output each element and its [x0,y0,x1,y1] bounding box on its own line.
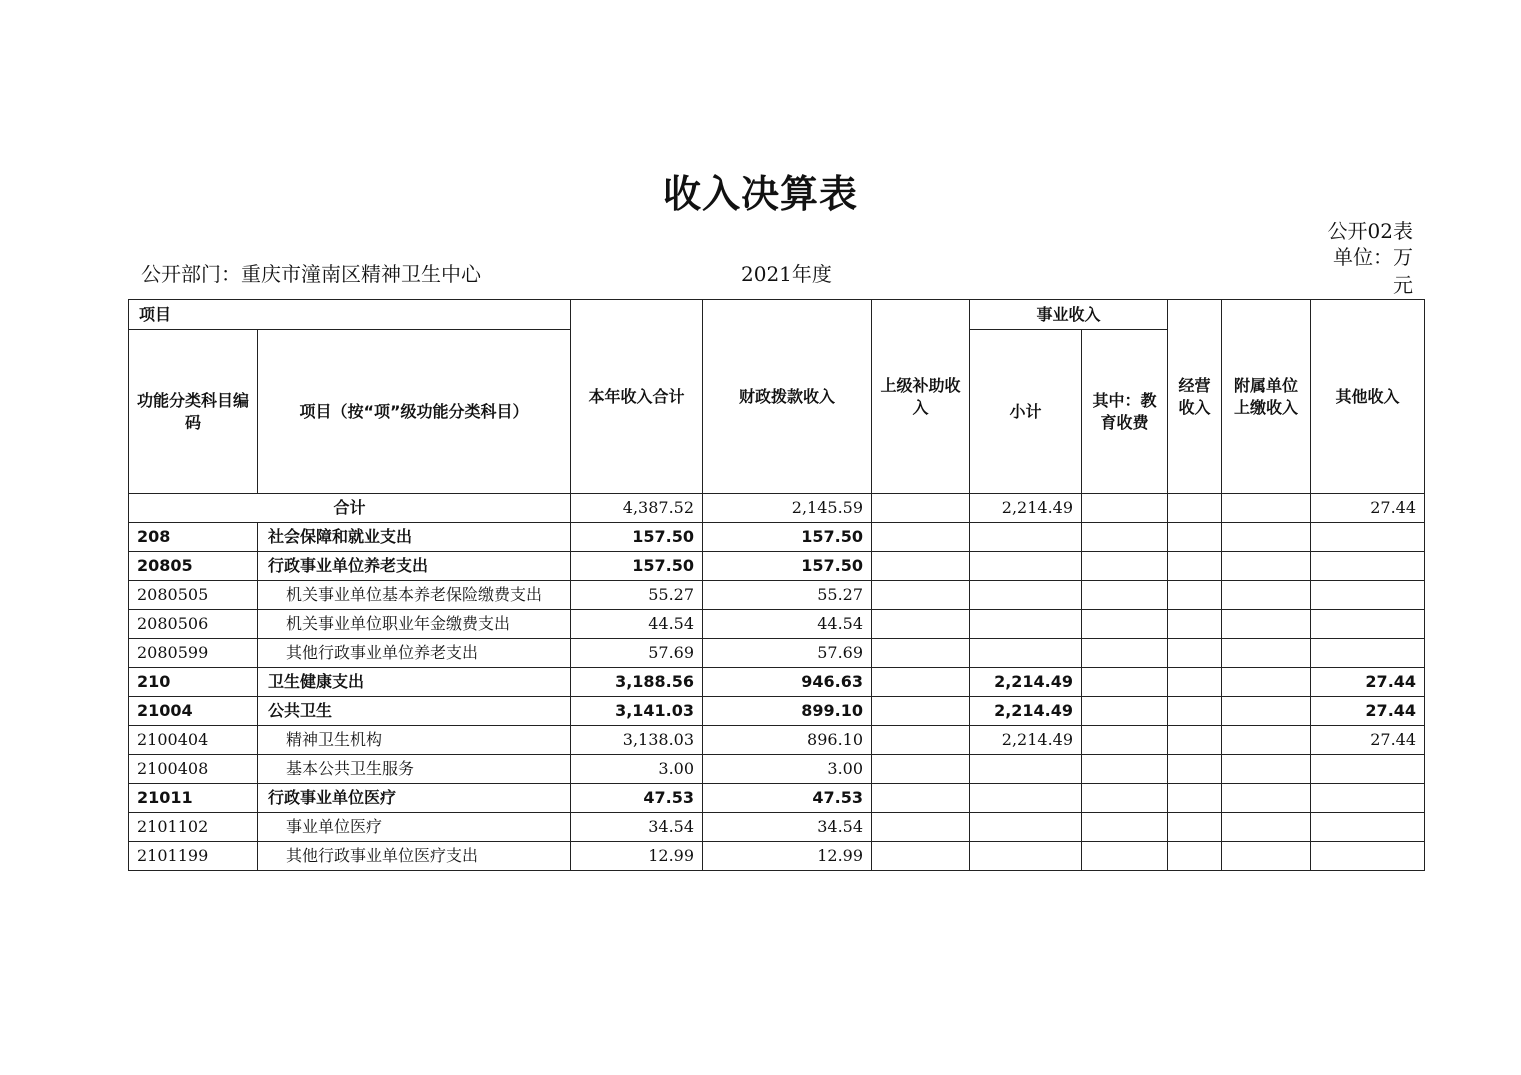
row-total-cell: 44.54 [571,610,703,639]
row-code: 2100404 [129,726,258,755]
row-business-subtotal-cell [970,784,1082,813]
row-operating-cell [1168,552,1222,581]
total-affiliated-cell [1222,494,1311,523]
row-name: 社会保障和就业支出 [258,523,571,552]
row-affiliated-cell [1222,697,1311,726]
row-superior-cell [872,552,970,581]
table-row [129,610,1425,639]
row-operating-cell [1168,697,1222,726]
row-code: 210 [129,668,258,697]
row-total-cell: 157.50 [571,552,703,581]
row-name: 事业单位医疗 [258,813,571,842]
header-superior: 上级补助收入 [872,300,970,494]
row-fiscal-cell: 44.54 [703,610,872,639]
row-superior-cell [872,813,970,842]
row-operating-cell [1168,523,1222,552]
row-code: 21004 [129,697,258,726]
row-code: 2080599 [129,639,258,668]
row-affiliated-cell [1222,842,1311,871]
row-name: 公共卫生 [258,697,571,726]
row-fiscal-cell: 3.00 [703,755,872,784]
row-superior-cell [872,523,970,552]
row-business-subtotal-cell [970,842,1082,871]
row-other-cell [1311,552,1425,581]
row-other-cell: 27.44 [1311,697,1425,726]
row-affiliated-cell [1222,581,1311,610]
row-operating-cell [1168,842,1222,871]
row-business-edu-cell [1082,697,1168,726]
row-business-subtotal-cell [970,552,1082,581]
row-total-cell: 12.99 [571,842,703,871]
row-fiscal-cell: 34.54 [703,813,872,842]
row-other-cell: 27.44 [1311,726,1425,755]
table-row [129,581,1425,610]
row-business-subtotal-cell: 2,214.49 [970,668,1082,697]
row-name: 行政事业单位医疗 [258,784,571,813]
table-row [129,842,1425,871]
row-operating-cell [1168,755,1222,784]
row-business-subtotal-cell [970,581,1082,610]
row-affiliated-cell [1222,523,1311,552]
table-row [129,784,1425,813]
row-name: 卫生健康支出 [258,668,571,697]
row-superior-cell [872,581,970,610]
row-superior-cell [872,610,970,639]
row-business-edu-cell [1082,668,1168,697]
header-other: 其他收入 [1311,300,1425,494]
row-business-edu-cell [1082,639,1168,668]
row-superior-cell [872,697,970,726]
table-row [129,813,1425,842]
total-operating-cell [1168,494,1222,523]
table-row [129,755,1425,784]
row-business-subtotal-cell [970,813,1082,842]
total-superior-cell [872,494,970,523]
row-affiliated-cell [1222,726,1311,755]
total-business-subtotal-cell: 2,214.49 [970,494,1082,523]
row-other-cell [1311,523,1425,552]
header-name: 项目（按“项”级功能分类科目） [258,330,571,494]
row-superior-cell [872,668,970,697]
row-superior-cell [872,784,970,813]
row-business-edu-cell [1082,784,1168,813]
row-name: 精神卫生机构 [258,726,571,755]
row-affiliated-cell [1222,755,1311,784]
header-project: 项目 [129,300,571,330]
row-total-cell: 47.53 [571,784,703,813]
year-label: 2021年度 [741,262,832,286]
total-business-edu-cell [1082,494,1168,523]
row-fiscal-cell: 47.53 [703,784,872,813]
row-superior-cell [872,842,970,871]
unit-label: 单位：万元 [1333,245,1413,297]
row-business-edu-cell [1082,755,1168,784]
row-business-edu-cell [1082,842,1168,871]
row-operating-cell [1168,668,1222,697]
row-business-subtotal-cell [970,639,1082,668]
row-business-edu-cell [1082,726,1168,755]
row-total-cell: 3,188.56 [571,668,703,697]
row-operating-cell [1168,639,1222,668]
row-fiscal-cell: 55.27 [703,581,872,610]
row-business-edu-cell [1082,813,1168,842]
row-operating-cell [1168,813,1222,842]
row-fiscal-cell: 899.10 [703,697,872,726]
row-name: 基本公共卫生服务 [258,755,571,784]
row-business-subtotal-cell [970,523,1082,552]
page-title: 收入决算表 [662,172,858,216]
row-other-cell [1311,784,1425,813]
row-name: 行政事业单位养老支出 [258,552,571,581]
row-fiscal-cell: 896.10 [703,726,872,755]
row-total-cell: 55.27 [571,581,703,610]
row-other-cell [1311,581,1425,610]
row-code: 21011 [129,784,258,813]
row-other-cell [1311,813,1425,842]
row-other-cell [1311,755,1425,784]
row-name: 其他行政事业单位医疗支出 [258,842,571,871]
income-table [128,299,1425,871]
row-affiliated-cell [1222,552,1311,581]
total-fiscal-cell: 2,145.59 [703,494,872,523]
row-fiscal-cell: 12.99 [703,842,872,871]
row-total-cell: 3,141.03 [571,697,703,726]
header-code: 功能分类科目编码 [129,330,258,494]
row-fiscal-cell: 57.69 [703,639,872,668]
row-fiscal-cell: 157.50 [703,552,872,581]
row-business-subtotal-cell [970,610,1082,639]
row-business-edu-cell [1082,581,1168,610]
total-row [129,494,1425,523]
row-other-cell: 27.44 [1311,668,1425,697]
row-code: 2080505 [129,581,258,610]
row-other-cell [1311,610,1425,639]
table-row [129,639,1425,668]
row-business-edu-cell [1082,552,1168,581]
row-business-edu-cell [1082,610,1168,639]
header-business-edu: 其中：教育收费 [1082,330,1168,494]
row-name: 机关事业单位职业年金缴费支出 [258,610,571,639]
total-label: 合计 [129,494,571,523]
header-total: 本年收入合计 [571,300,703,494]
row-name: 其他行政事业单位养老支出 [258,639,571,668]
row-superior-cell [872,755,970,784]
row-fiscal-cell: 157.50 [703,523,872,552]
header-business-subtotal: 小计 [970,330,1082,494]
header-affiliated: 附属单位上缴收入 [1222,300,1311,494]
row-code: 2080506 [129,610,258,639]
row-affiliated-cell [1222,668,1311,697]
row-operating-cell [1168,581,1222,610]
row-operating-cell [1168,610,1222,639]
total-cell: 4,387.52 [571,494,703,523]
row-superior-cell [872,726,970,755]
table-row [129,523,1425,552]
table-row [129,668,1425,697]
row-name: 机关事业单位基本养老保险缴费支出 [258,581,571,610]
row-total-cell: 157.50 [571,523,703,552]
row-business-edu-cell [1082,523,1168,552]
row-business-subtotal-cell: 2,214.49 [970,726,1082,755]
table-body [129,494,1425,871]
row-total-cell: 34.54 [571,813,703,842]
row-affiliated-cell [1222,784,1311,813]
row-code: 20805 [129,552,258,581]
table-row [129,552,1425,581]
row-code: 208 [129,523,258,552]
row-other-cell [1311,842,1425,871]
row-total-cell: 3.00 [571,755,703,784]
row-operating-cell [1168,726,1222,755]
header-fiscal: 财政拨款收入 [703,300,872,494]
row-affiliated-cell [1222,639,1311,668]
table-row [129,697,1425,726]
row-code: 2101102 [129,813,258,842]
row-affiliated-cell [1222,813,1311,842]
header-business: 事业收入 [970,300,1168,330]
row-business-subtotal-cell: 2,214.49 [970,697,1082,726]
department-label: 公开部门：重庆市潼南区精神卫生中心 [141,262,481,286]
row-total-cell: 57.69 [571,639,703,668]
row-other-cell [1311,639,1425,668]
row-code: 2100408 [129,755,258,784]
row-affiliated-cell [1222,610,1311,639]
row-total-cell: 3,138.03 [571,726,703,755]
row-fiscal-cell: 946.63 [703,668,872,697]
header-operating: 经营收入 [1168,300,1222,494]
total-other-cell: 27.44 [1311,494,1425,523]
form-number: 公开02表 [1327,219,1413,243]
row-operating-cell [1168,784,1222,813]
row-superior-cell [872,639,970,668]
row-business-subtotal-cell [970,755,1082,784]
table-row [129,726,1425,755]
row-code: 2101199 [129,842,258,871]
